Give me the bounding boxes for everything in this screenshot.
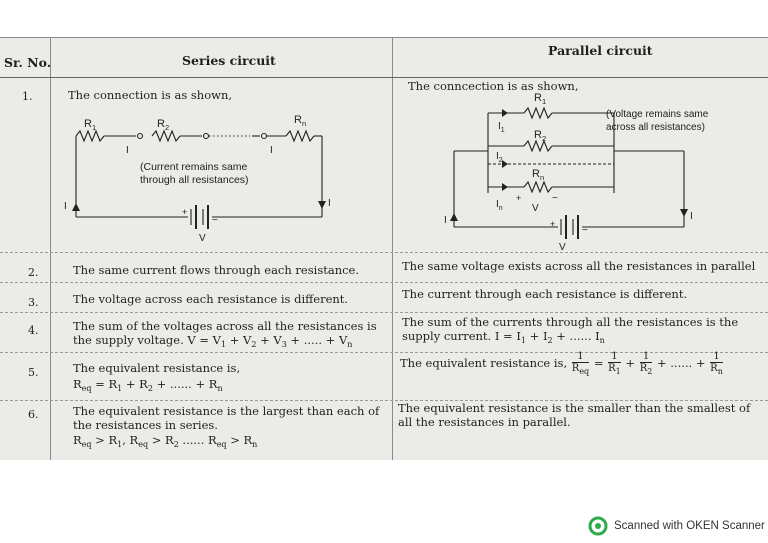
row-1-number: 1. <box>22 90 33 103</box>
column-divider-2 <box>392 37 393 460</box>
svg-text:R1: $R_1$ <box>84 118 97 132</box>
parallel-note-line-1: (Voltage remains same <box>606 109 709 120</box>
parallel-circuit-diagram <box>440 89 740 253</box>
resistor-rn <box>286 131 314 141</box>
series-note-line-2: through all resistances) <box>140 174 249 186</box>
svg-text:−: − <box>552 193 558 204</box>
svg-text:Rn: $R_n$ <box>532 168 545 182</box>
header-parallel-circuit: Parallel circuit <box>548 43 653 58</box>
svg-text:+: + <box>182 207 188 217</box>
svg-text:R1: $R_1$ <box>534 92 547 106</box>
svg-text:In: $I_n$ <box>496 199 503 212</box>
row-4-series-line-1: The sum of the voltages across all the resistances is <box>73 319 377 333</box>
row-5-series-line-1: The equivalent resistance is, <box>73 361 241 375</box>
row-4-series-line-2: the supply voltage. $V = V_1 + V_2 + V_3$ + ..... + $V_n$ <box>73 333 353 349</box>
parallel-resistor-r1 <box>524 108 552 118</box>
parallel-resistor-r2 <box>524 141 552 151</box>
svg-text:I: I <box>444 215 447 226</box>
svg-text:I: I <box>270 145 273 156</box>
row-divider-2 <box>0 282 768 283</box>
svg-text:I: I <box>126 145 129 156</box>
row-6-parallel-line-2: all the resistances in parallel. <box>398 415 571 429</box>
row-6-number: 6. <box>28 408 39 421</box>
branch-arrow-1-icon <box>502 109 508 117</box>
row-5-number: 5. <box>28 366 39 379</box>
row-2-number: 2. <box>28 266 39 279</box>
branch-arrow-n-icon <box>502 183 508 191</box>
header-bottom-rule <box>0 77 768 78</box>
row-2-parallel-text: The same voltage exists across all the resistances in parallel <box>402 259 756 273</box>
svg-text:R2: $R_2$ <box>157 118 170 132</box>
resistor-r1 <box>76 131 104 141</box>
scanner-watermark <box>588 515 765 537</box>
row-5-series-formula: $R_{eq} = R_1 + R_2$ + ...... + $R_n$ <box>73 377 223 393</box>
oken-logo-icon <box>588 516 608 536</box>
header-series-circuit: Series circuit <box>182 53 276 68</box>
row-3-parallel-text: The current through each resistance is different. <box>402 287 688 301</box>
svg-text:I2: $I_2$ <box>496 151 503 164</box>
current-arrow-down-icon <box>318 201 326 209</box>
svg-text:V: V <box>559 242 566 253</box>
row-5-parallel-line: The equivalent resistance is, $\frac{1}{R_{eq}}$ = $\frac{1}{R_1}$ + $\frac{1}{R_2}$ + ...... + $\frac{1}{R_n}$ <box>400 351 723 376</box>
svg-text:Rn: $R_n$ <box>294 114 307 128</box>
row-6-series-line-2: the resistances in series. <box>73 418 218 432</box>
svg-text:V: V <box>532 203 539 214</box>
row-6-series-formula: $R_{eq} > R_1$, $R_{eq} > R_2$ ...... $R_{eq} > R_n$ <box>73 433 258 449</box>
resistor-r2 <box>152 131 180 141</box>
row-4-parallel-line-2: supply current. $I = I_1 + I_2$ + ...... $I_n$ <box>402 329 605 345</box>
series-circuit-diagram <box>60 103 360 247</box>
header-sr-no: Sr. No. <box>4 55 52 70</box>
row-6-parallel-line-1: The equivalent resistance is the smaller than the smallest of <box>398 401 751 415</box>
row-divider-3 <box>0 312 768 313</box>
row-3-series-text: The voltage across each resistance is different. <box>73 292 349 306</box>
row-6-series-line-1: The equivalent resistance is the largest than each of <box>73 404 380 418</box>
svg-text:R2: $R_2$ <box>534 129 547 143</box>
svg-text:+: + <box>550 219 556 229</box>
row-3-number: 3. <box>28 296 39 309</box>
current-arrow-up-icon <box>72 203 80 211</box>
svg-text:−: − <box>582 225 588 236</box>
svg-text:I: I <box>328 198 331 209</box>
parallel-resistor-rn <box>524 182 552 192</box>
row-4-number: 4. <box>28 324 39 337</box>
column-divider-1 <box>50 37 51 460</box>
parallel-current-arrow-up-icon <box>450 213 458 221</box>
svg-text:+: + <box>516 193 522 203</box>
row-2-series-text: The same current flows through each resistance. <box>73 263 360 277</box>
row-1-parallel-text: The conncection is as shown, <box>408 79 579 93</box>
row-4-parallel-line-1: The sum of the currents through all the resistances is the <box>402 315 739 329</box>
series-note-line-1: (Current remains same <box>140 161 248 173</box>
document-page <box>0 37 768 460</box>
svg-text:I1: $I_1$ <box>498 121 505 134</box>
svg-text:I: I <box>690 211 693 222</box>
parallel-note-line-2: across all resistances) <box>606 122 705 133</box>
svg-text:−: − <box>212 215 218 226</box>
row-1-series-text: The connection is as shown, <box>68 88 233 102</box>
scanner-label: Scanned with OKEN Scanner <box>614 520 765 532</box>
branch-arrow-2-icon <box>502 160 508 168</box>
parallel-current-arrow-down-icon <box>680 209 688 217</box>
svg-text:V: V <box>199 233 206 244</box>
svg-text:I: I <box>64 201 67 212</box>
header-top-rule <box>0 37 768 38</box>
row-divider-1 <box>0 252 768 253</box>
